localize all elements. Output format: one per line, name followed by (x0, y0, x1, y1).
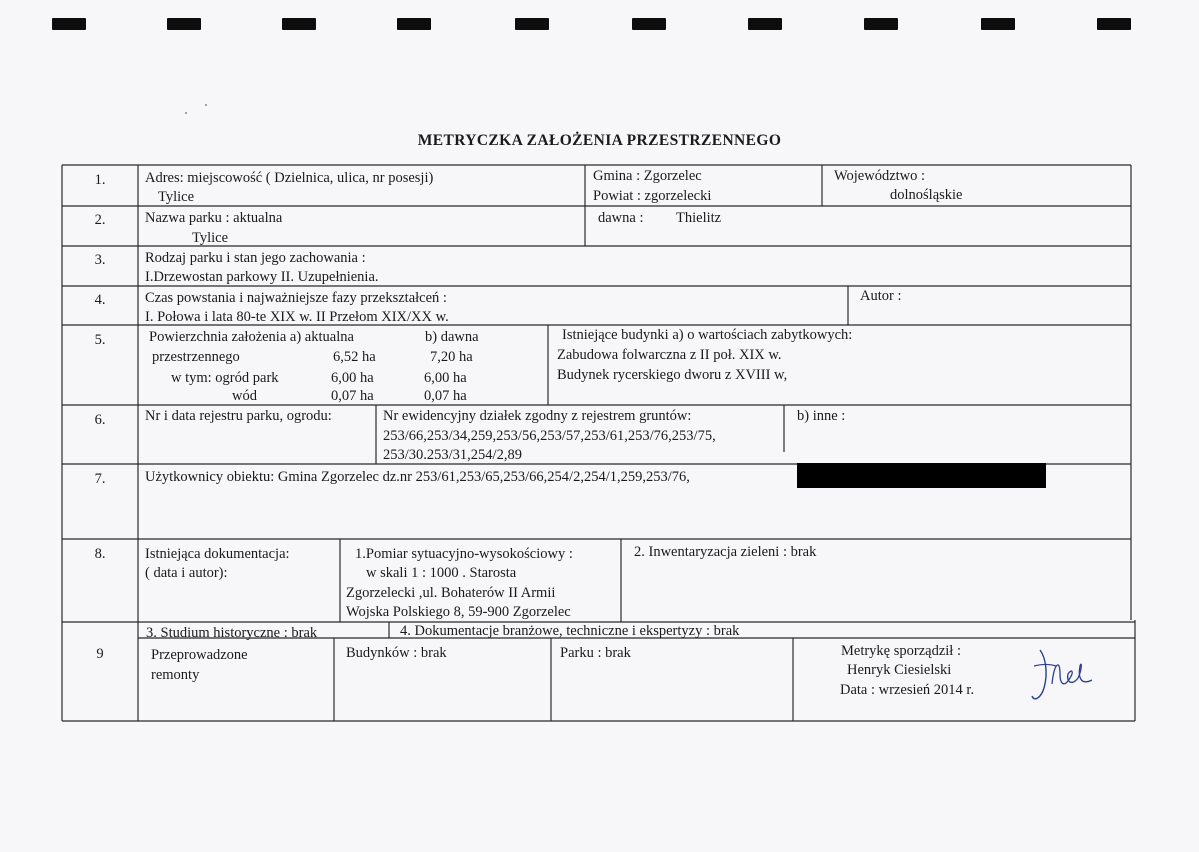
preparation-date: Data : wrzesień 2014 r. (840, 682, 975, 698)
punch-mark (282, 18, 316, 30)
survey-title: 1.Pomiar sytuacyjno-wysokościowy : (355, 546, 573, 562)
row-number: 3. (94, 252, 106, 268)
history-label: Czas powstania i najważniejsze fazy przekształceń : (145, 290, 447, 306)
history-value: I. Połowa i lata 80-te XIX w. II Przełom XIX/XX w. (145, 309, 449, 325)
plots-value: 253/66,253/34,259,253/56,253/57,253/61,253/76,253/75, (383, 428, 716, 444)
powiat-field: Powiat : zgorzelecki (593, 188, 712, 204)
punch-mark (748, 18, 782, 30)
punch-marks (0, 18, 1199, 32)
address-label: Adres: miejscowość ( Dzielnica, ulica, nr posesji) (145, 170, 434, 186)
historical-study: 3. Studium historyczne : brak (146, 625, 318, 641)
renovations-label: remonty (151, 667, 200, 683)
preparer-name: Henryk Ciesielski (847, 662, 952, 678)
area-former-value: 7,20 ha (430, 349, 473, 365)
punch-mark (167, 18, 201, 30)
area-current-value: 6,52 ha (333, 349, 376, 365)
row-number: 4. (94, 292, 106, 308)
survey-line: Wojska Polskiego 8, 59-900 Zgorzelec (346, 604, 571, 620)
paper-speck (185, 112, 187, 114)
documentation-label: Istniejąca dokumentacja: (145, 546, 290, 562)
water-former-value: 0,07 ha (424, 388, 467, 404)
plots-value: 253/30.253/31,254/2,89 (383, 447, 522, 463)
punch-mark (515, 18, 549, 30)
area-former-label: b) dawna (425, 329, 479, 345)
users-text: Użytkownicy obiektu: Gmina Zgorzelec dz.nr 253/61,253/65,253/66,254/2,254/1,259,253/76, (145, 469, 690, 485)
renovations-label: Przeprowadzone (151, 647, 248, 663)
garden-current-value: 6,00 ha (331, 370, 374, 386)
garden-label: w tym: ogród park (171, 370, 279, 386)
register-label: Nr i data rejestru parku, ogrodu: (145, 408, 332, 424)
survey-line: Zgorzelecki ,ul. Bohaterów II Armii (346, 585, 556, 601)
area-label: Powierzchnia założenia a) aktualna (149, 329, 354, 345)
plots-label: Nr ewidencyjny działek zgodny z rejestrem gruntów: (383, 408, 692, 424)
paper-speck (205, 104, 207, 106)
prepared-by-label: Metrykę sporządził : (841, 643, 961, 659)
buildings-item: Zabudowa folwarczna z II poł. XIX w. (557, 347, 782, 363)
gmina-field: Gmina : Zgorzelec (593, 168, 702, 184)
row-number: 7. (94, 471, 106, 487)
park-renovations: Parku : brak (560, 645, 631, 661)
garden-former-value: 6,00 ha (424, 370, 467, 386)
branch-documentation: 4. Dokumentacje branżowe, techniczne i ekspertyzy : brak (400, 623, 740, 639)
former-name-label: dawna : (598, 210, 644, 226)
other-label: b) inne : (797, 408, 846, 424)
handwritten-signature (1026, 644, 1098, 706)
address-value: Tylice (158, 189, 195, 205)
punch-mark (397, 18, 431, 30)
punch-mark (864, 18, 898, 30)
row-number: 8. (94, 546, 106, 562)
row-number: 9 (96, 646, 104, 662)
voivodeship-value: dolnośląskie (890, 187, 963, 203)
area-spatial-label: przestrzennego (152, 349, 240, 365)
buildings-label: Istniejące budynki a) o wartościach zabytkowych: (562, 327, 853, 343)
documentation-sublabel: ( data i autor): (145, 565, 228, 581)
water-current-value: 0,07 ha (331, 388, 374, 404)
park-type-label: Rodzaj parku i stan jego zachowania : (145, 250, 366, 266)
greenery-inventory: 2. Inwentaryzacja zieleni : brak (634, 544, 817, 560)
punch-mark (981, 18, 1015, 30)
buildings-renovations: Budynków : brak (346, 645, 447, 661)
row-number: 1. (94, 172, 106, 188)
author-label: Autor : (860, 288, 902, 304)
page-title: METRYCZKA ZAŁOŻENIA PRZESTRZENNEGO (417, 132, 782, 149)
punch-mark (52, 18, 86, 30)
buildings-item: Budynek rycerskiego dworu z XVIII w, (557, 367, 788, 383)
survey-line: w skali 1 : 1000 . Starosta (366, 565, 517, 581)
park-name-label: Nazwa parku : aktualna (145, 210, 283, 226)
row-number: 5. (94, 332, 106, 348)
punch-mark (1097, 18, 1131, 30)
punch-mark (632, 18, 666, 30)
park-name-value: Tylice (192, 230, 229, 246)
park-type-value: I.Drzewostan parkowy II. Uzupełnienia. (145, 269, 379, 285)
voivodeship-label: Województwo : (834, 168, 926, 184)
water-label: wód (232, 388, 257, 404)
former-name-value: Thielitz (676, 210, 722, 226)
row-number: 2. (94, 212, 106, 228)
redaction-box (797, 463, 1046, 488)
row-number: 6. (94, 412, 106, 428)
